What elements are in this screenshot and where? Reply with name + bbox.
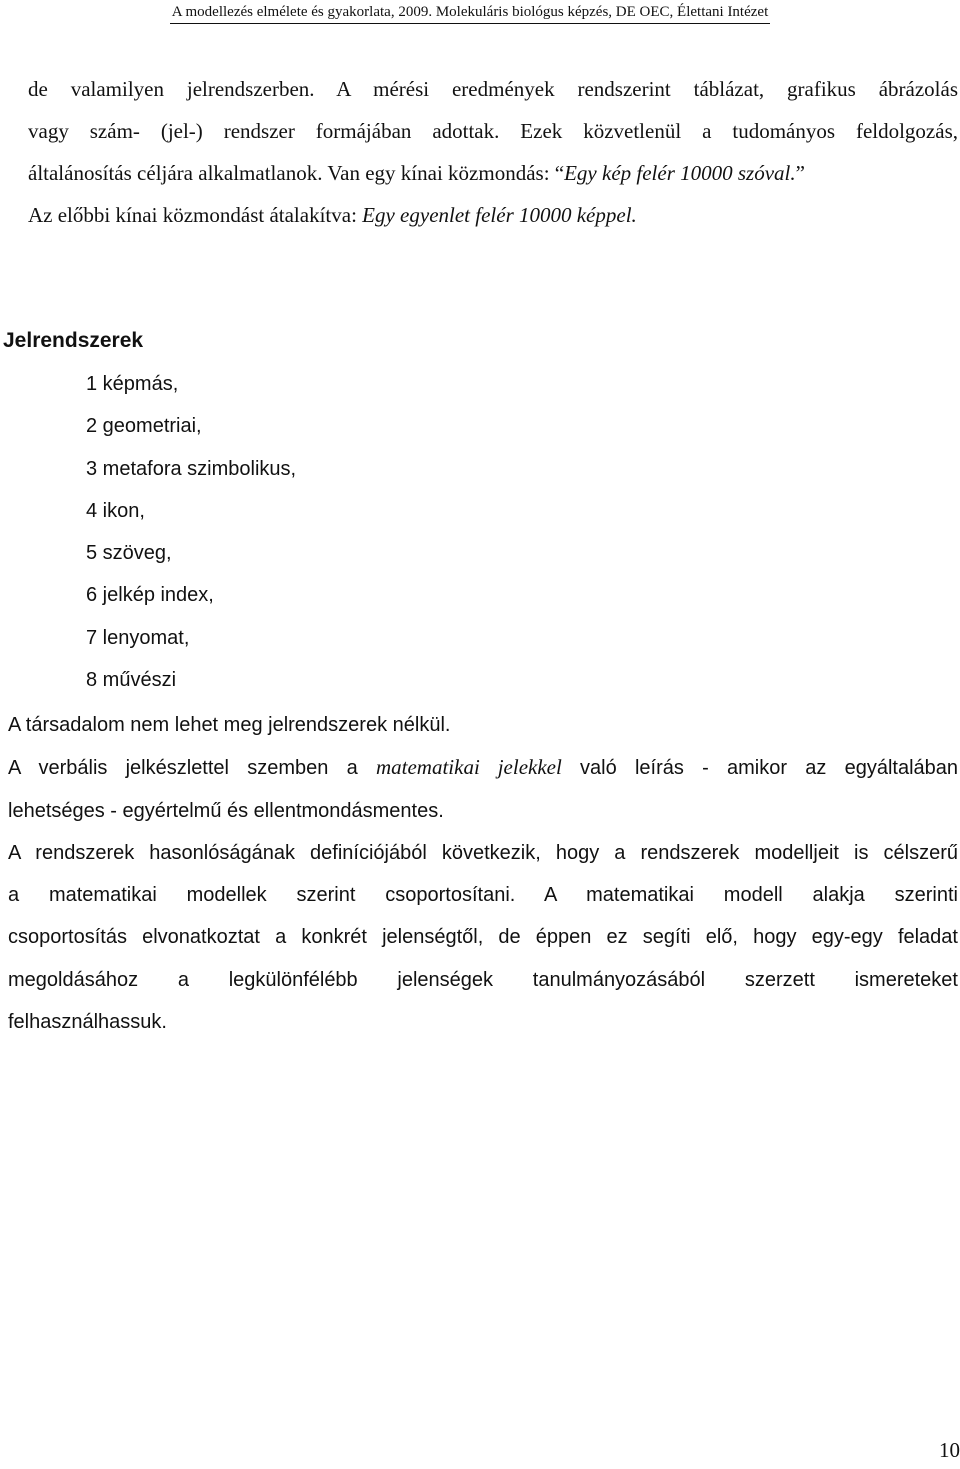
paragraph-models-line-3: csoportosítás elvonatkoztat a konkrét jelenségtől, de éppen ez segíti elő, hogy egy-egy feladat — [8, 926, 958, 949]
list-item: 2 geometriai, — [86, 415, 202, 438]
page-number: 10 — [939, 1438, 960, 1462]
proverb-quote: Egy kép felér 10000 szóval. — [564, 161, 796, 185]
closing-quote: ” — [795, 161, 805, 185]
paragraph-models-line-5: felhasználhassuk. — [8, 1011, 167, 1034]
body-text — [8, 704, 958, 1043]
intro-line-3-text: általánosítás céljára alkalmatlanok. Van egy kínai közmondás: “ — [28, 161, 565, 185]
intro-line-3 — [28, 152, 958, 194]
intro-line-4 — [28, 194, 958, 236]
list-item: 6 jelkép index, — [86, 584, 214, 607]
paragraph-society: A társadalom nem lehet meg jelrendszerek nélkül. — [8, 714, 451, 736]
list-item: 7 lenyomat, — [86, 626, 190, 649]
intro-paragraph — [28, 68, 958, 236]
math-signs-emphasis: matematikai jelekkel — [375, 755, 562, 780]
paragraph-models-line-2: a matematikai modellek szerint csoportosítani. A matematikai modell alakja szerinti — [8, 884, 958, 907]
running-header — [0, 2, 960, 24]
paragraph-models-line-1: A rendszerek hasonlóságának definíciójából következik, hogy a rendszerek modelljeit is célszerű — [8, 841, 958, 864]
section-title: Jelrendszerek — [3, 329, 144, 352]
intro-line-4-text: Az előbbi kínai közmondást átalakítva: — [28, 203, 363, 227]
paragraph-verbal-post: való leírás - amikor az egyáltalában — [561, 757, 959, 780]
list-item: 1 képmás, — [86, 373, 179, 395]
running-header-text: A modellezés elmélete és gyakorlata, 2009. Molekuláris biológus képzés, DE OEC, Élettani Intézet — [170, 2, 771, 24]
intro-line-1: de valamilyen jelrendszerben. A mérési eredmények rendszerint táblázat, grafikus ábrázolás — [28, 77, 958, 101]
equation-proverb: Egy egyenlet felér 10000 képpel. — [362, 203, 637, 227]
list-item: 8 művészi — [86, 669, 177, 692]
sign-system-list — [86, 368, 296, 706]
paragraph-verbal-pre: A verbális jelkészlettel szemben a — [8, 757, 376, 780]
list-item: 5 szöveg, — [86, 542, 172, 565]
paragraph-verbal-line-2: lehetséges - egyértelmű és ellentmondásmentes. — [8, 799, 444, 822]
paragraph-verbal-line-1 — [8, 746, 958, 789]
list-item: 3 metafora szimbolikus, — [86, 457, 297, 480]
paragraph-models-line-4: megoldásához a legkülönfélébb jelenségek tanulmányozásából szerzett ismereteket — [8, 968, 958, 991]
list-item: 4 ikon, — [86, 499, 145, 522]
intro-line-2: vagy szám- (jel-) rendszer formájában adottak. Ezek közvetlenül a tudományos feldolgozás, — [28, 119, 958, 143]
